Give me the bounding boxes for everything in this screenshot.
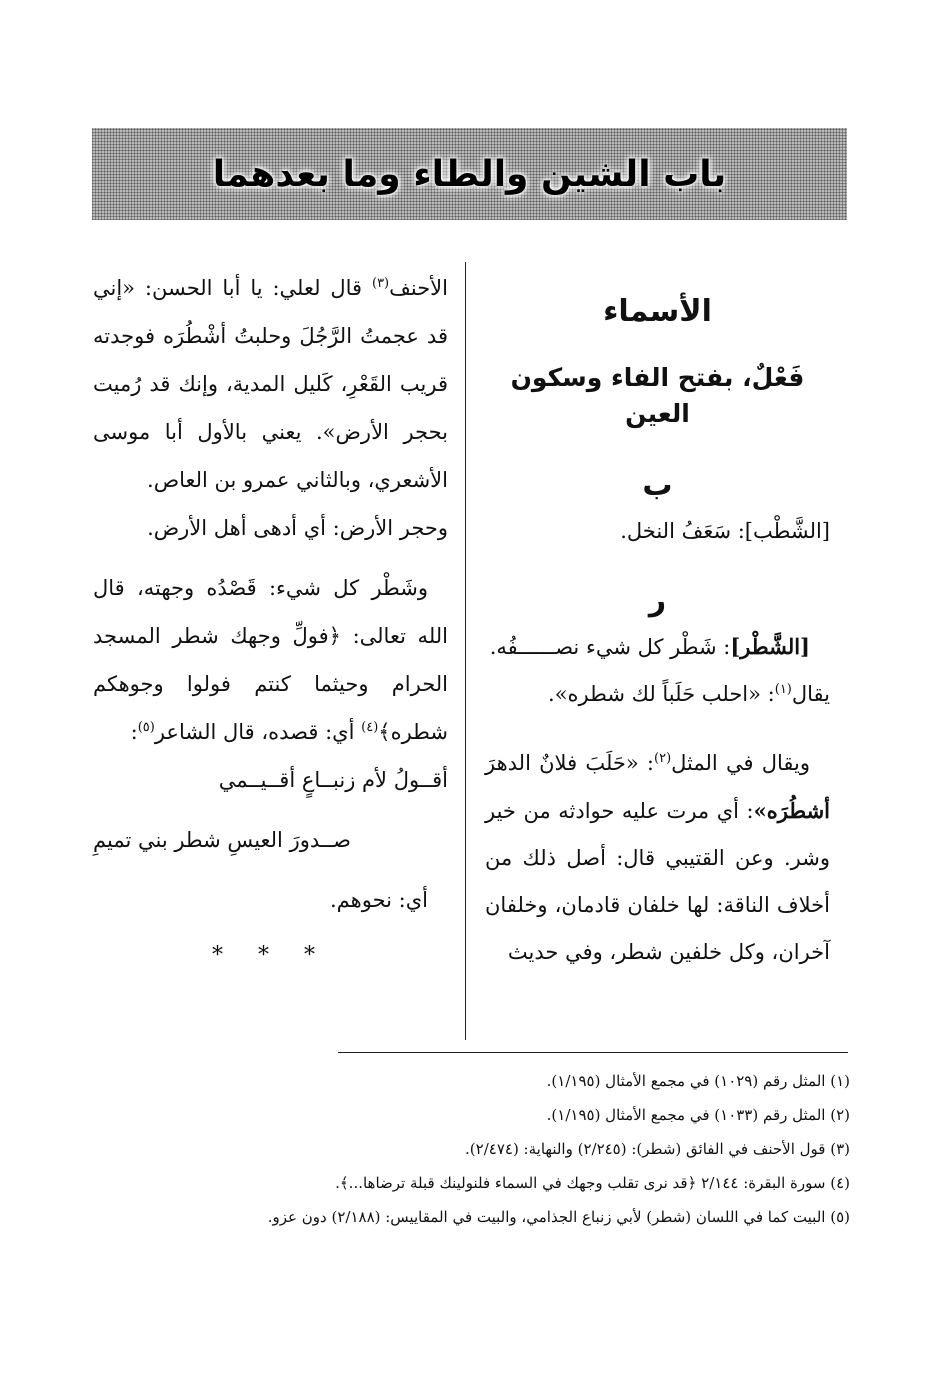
- pattern-heading: فَعْلٌ، بفتح الفاء وسكون العين: [510, 363, 805, 428]
- footnote-ref-5: (٥): [137, 720, 155, 735]
- footnote-3: (٣) قول الأحنف في الفائق (شطر): (٢/٢٤٥) والنهاية: (٢/٤٧٤).: [465, 1140, 850, 1158]
- proverb-explanation: : أي مرت عليه حوادثه من خير وشر. وعن القتيبي قال: أصل ذلك من أخلاف الناقة: لها خلفان قادمان، وخلفان آخران، وكل خلفين شطر، وفي حديث: [485, 799, 830, 964]
- footnote-2: (٢) المثل رقم (١٠٣٣) في مجمع الأمثال (١/١٩٥).: [546, 1106, 850, 1124]
- entry-saying: [485, 671, 830, 718]
- proverb-keyword: أشطُرَه»: [753, 798, 830, 823]
- footnote-5: (٥) البيت كما في اللسان (شطر) لأبي زنباع الجذامي، والبيت في المقاييس: (٢/١٨٨) دون عزو.: [267, 1208, 850, 1226]
- footnote-ref-4: (٤): [361, 720, 379, 735]
- saying-intro: يقال: [791, 682, 830, 706]
- entry-shatb: [الشَّطْب]: سَعَفُ النخل.: [620, 519, 830, 543]
- proverb-intro: ويقال في المثل: [671, 751, 810, 775]
- chapter-banner: [92, 128, 847, 220]
- footnotes: [150, 1064, 850, 1234]
- ahnaf-name: الأحنف: [389, 276, 448, 300]
- saying-text: : «احلب حَلَباً لك شطره».: [548, 682, 775, 706]
- ahnaf-paragraph: [93, 264, 448, 504]
- letter-heading-r: ر: [648, 583, 667, 618]
- footnote-ref-1: (١): [774, 682, 792, 697]
- column-divider: [465, 262, 466, 1040]
- letter-heading-b: ب: [642, 468, 673, 503]
- footnote-1: (١) المثل رقم (١٠٢٩) في مجمع الأمثال (١/١٩٥).: [546, 1072, 850, 1090]
- entry-shatr: [485, 623, 830, 671]
- quran-quote: وشَطْر كل شيء: قَصْدُه وجهته، قال الله تعالى: ﴿فولِّ وجهك شطر المسجد الحرام وحيثما كنتم فولوا وجوهكم شطره﴾: [93, 576, 448, 744]
- footnote-rule: [338, 1052, 848, 1053]
- verse-first-hemistich: أقــولُ لأم زنبــاعٍ أقــيــمي: [218, 768, 448, 792]
- chapter-title: باب الشين والطاء وما بعدهما: [212, 153, 727, 195]
- qasd-paragraph: [93, 564, 448, 756]
- entry-headword: [الشَّطْر]: [730, 634, 810, 659]
- right-column: [485, 268, 830, 976]
- verse-second-hemistich: صــدورَ العيسِ شطر بني تميمِ: [93, 828, 352, 852]
- left-column: [93, 264, 448, 980]
- poet-intro: أي: قصده، قال الشاعر: [154, 720, 355, 744]
- entry-definition: : شَطْر كل شيء نصــــــفُه.: [489, 635, 731, 659]
- footnote-ref-3: (٣): [371, 276, 390, 291]
- section-separator-stars: * * *: [212, 943, 329, 968]
- footnote-ref-2: (٢): [654, 751, 672, 766]
- hajar-paragraph: وحجر الأرض: أي أدهى أهل الأرض.: [147, 516, 448, 540]
- poet-colon: :: [130, 720, 138, 744]
- proverb-paragraph: [485, 740, 830, 976]
- section-heading: الأسماء: [603, 294, 712, 329]
- nahwahum-line: أي: نحوهم.: [330, 888, 428, 912]
- footnote-4: (٤) سورة البقرة: ٢/١٤٤ ﴿قد نرى تقلب وجهك في السماء فلنولينك قبلة ترضاها...﴾.: [335, 1174, 850, 1192]
- proverb-quote: : «حَلَبَ فلانٌ الدهرَ: [485, 751, 655, 775]
- ahnaf-text: قال لعلي: يا أبا الحسن: «إني قد عجمتُ الرَّجُلَ وحلبتُ أشْطُرَه فوجدته قريب القَعْرِ، كَليل المدية، وإنك قد رُميت بحجر الأرض». يعني بالأول أبا موسى الأشعري، وبالثاني عمرو بن العاص.: [93, 276, 448, 492]
